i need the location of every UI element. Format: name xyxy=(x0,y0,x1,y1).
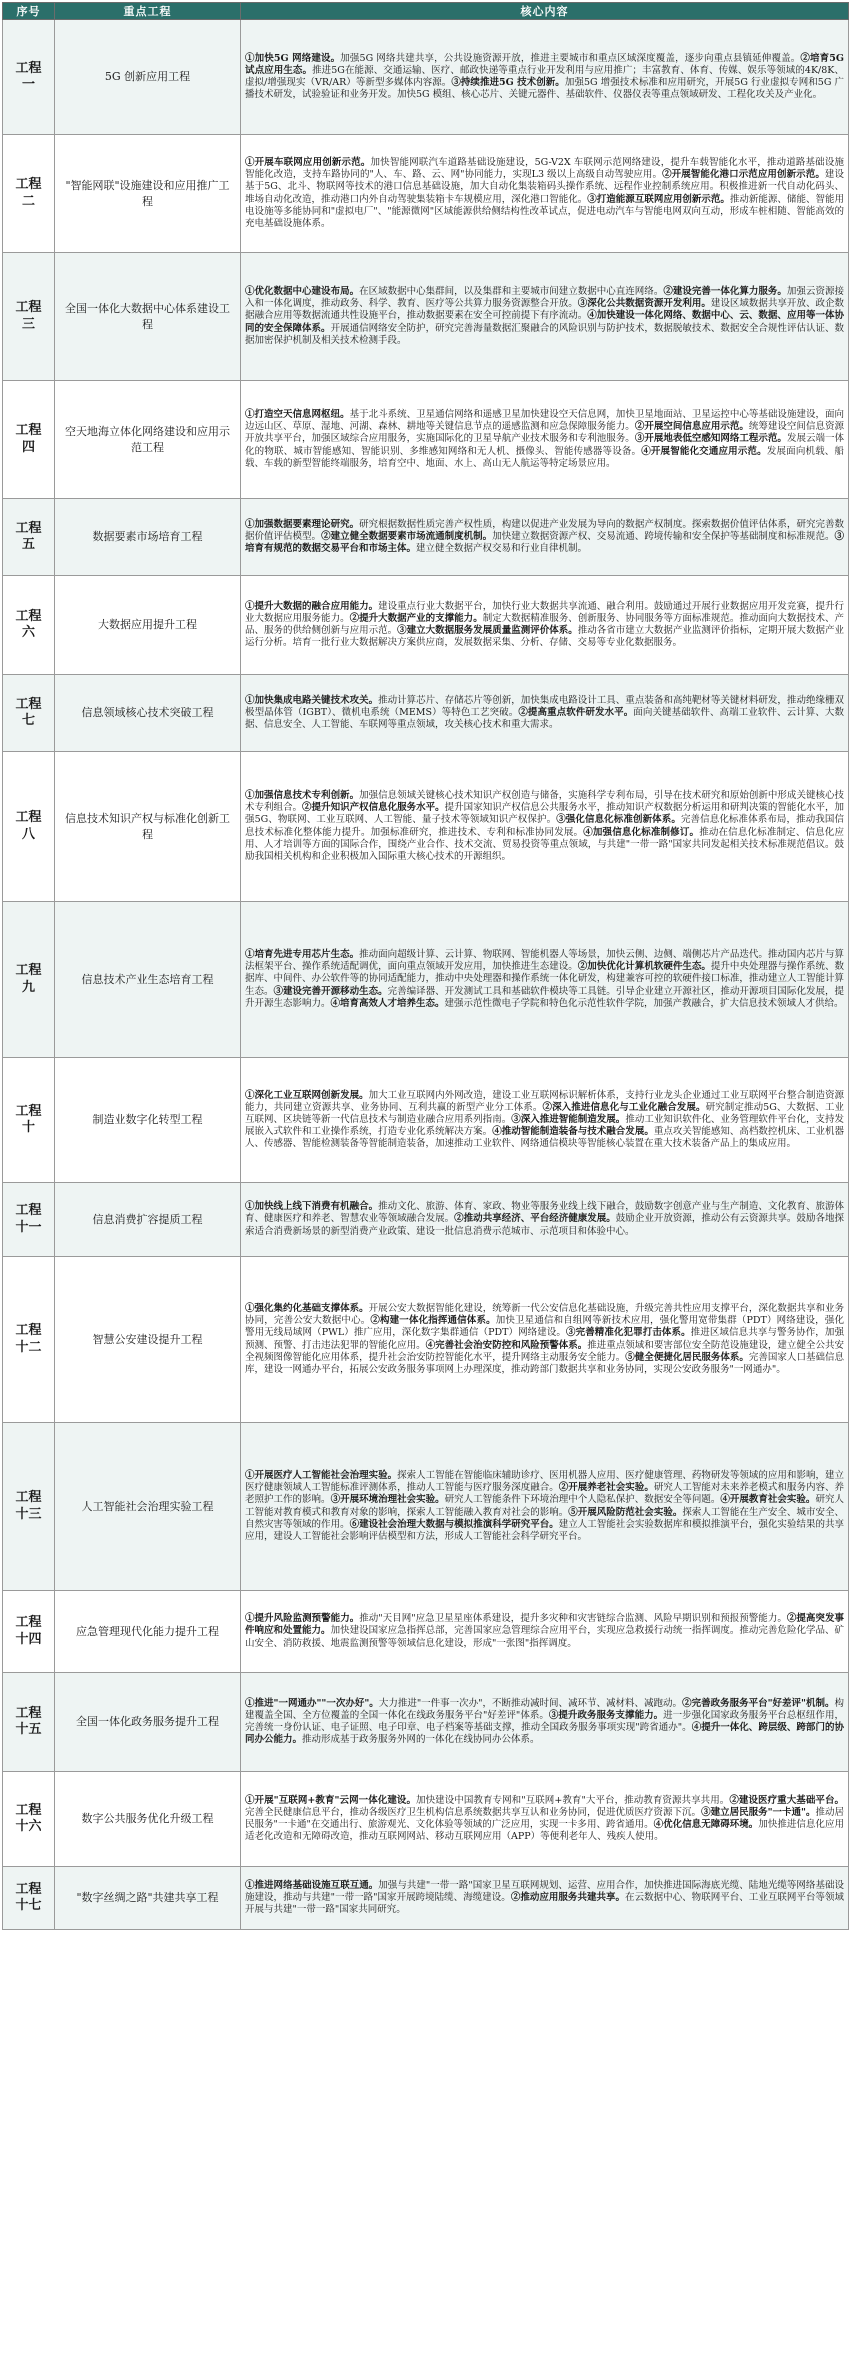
header-col-number: 序号 xyxy=(3,3,55,20)
project-content xyxy=(241,902,849,1058)
content-heading: ④提升一体化、跨层级、跨部门的协同办公能力。 xyxy=(245,1722,844,1746)
content-text: 加快建立数据资源产权、交易流通、跨境传输和安全保护等基础制度和标准规范。 xyxy=(492,530,835,542)
content-text: 面向关键基础软件、高端工业软件、云计算、大数据、信息安全、人工智能、车联网等重点领域，攻关核心技术和重大需求。 xyxy=(245,706,844,731)
content-text: 建立健全数据产权交易和行业自律机制。 xyxy=(416,543,588,555)
content-heading: ④培育高效人才培养生态。 xyxy=(330,997,445,1009)
project-number: 工程六 xyxy=(15,608,42,640)
content-text: 研究人工智能对教育模式和教育对象的影响，探索人工智能融入教育对社会的影响。 xyxy=(245,1494,844,1518)
content-heading: ①强化集约化基础支撑体系。 xyxy=(245,1303,369,1315)
content-text: 探索人工智能在生产安全、城市安全、自然灾害等领域的作用。 xyxy=(245,1506,844,1530)
content-text: 推动面向超级计算、云计算、物联网、智能机器人等场景，加快云侧、边侧、端侧芯片产品迭代。推动国内芯片与算法框架平台、操作系统适配调优，面向重点领域开发应用，加快推进生态建设。 xyxy=(245,949,844,973)
content-text: 建立人工智能社会实验数据库和模拟推演平台，强化实验结果的共享应用，建设人工智能社会影响评估模型和方法，形成人工智能社会科学研究平台。 xyxy=(245,1518,844,1542)
content-text: 提升国家知识产权信息公共服务水平，推动知识产权数据分析运用和研判决策的智能化水平，加强5G、物联网、工业互联网、人工智能、量子技术等领域知识产权保护。 xyxy=(245,802,844,826)
project-content xyxy=(241,135,849,253)
content-text: 在区域数据中心集群间，以及集群和主要城市间建立数据中心直连网络。 xyxy=(359,286,664,298)
project-number-cell xyxy=(3,1867,55,1930)
project-number-cell xyxy=(3,381,55,499)
project-number-cell xyxy=(3,1772,55,1867)
content-text: 基于北斗系统、卫星通信网络和遥感卫星加快建设空天信息网，加快卫星地面站、卫星运控中心等基础设施建设，面向边远山区、草原、湿地、河湖、森林、耕地等关键信息节点的遥感监测和应急保障服务能力。 xyxy=(245,409,844,433)
content-text: 研究制定推动5G、大数据、工业互联网、区块链等新一代信息技术与制造业融合应用系列指南。 xyxy=(245,1101,844,1125)
project-number: 工程十七 xyxy=(15,1881,42,1913)
content-heading: ③建设完善开源移动生态。 xyxy=(273,985,388,997)
content-heading: ⑤开展风险防范社会实验。 xyxy=(568,1506,683,1518)
table-header-row xyxy=(3,3,849,20)
table-row xyxy=(3,1058,849,1183)
content-text: 构建覆盖全国、全方位覆盖的全国一体化在线政务服务平台"好差评"体系。 xyxy=(245,1697,844,1721)
project-number: 工程十二 xyxy=(15,1323,42,1355)
content-text: 推进重点领域和要害部位安全防范设施建设，建立健全公共安全视频图像智能化应用体系，提升社会治安防控智能化水平，提升网络主动服务安全能力。 xyxy=(245,1339,844,1363)
content-text: 研究根据数据性质完善产权性质，构建以促进产业发展为导向的数据产权制度。探索数据价值评估体系，研究完善数据价值评估模型。 xyxy=(245,518,844,542)
project-content xyxy=(241,752,849,902)
project-number: 工程十六 xyxy=(15,1802,42,1834)
table-row xyxy=(3,135,849,253)
content-heading: ②开展智能化港口示范应用创新示范。 xyxy=(662,169,825,181)
content-heading: ②深入推进信息化与工业化融合发展。 xyxy=(542,1101,706,1113)
content-heading: ④推动智能制造装备与技术融合发展。 xyxy=(492,1126,654,1138)
project-number: 工程一 xyxy=(15,60,42,92)
content-text: 加强5G 增强技术标准和应用研究，开展5G 行业虚拟专网和5G 广播技术研发，试验验证和业务开发。加快5G 模组、核心芯片、关键元器件、基础软件、仪器仪表等重点领域研发、工程化攻关及产业化。 xyxy=(245,77,844,101)
content-text: 鼓励企业开放资源，推动公有云资源共享。鼓励各地探索适合消费新场景的新型消费产业政策、建设一批信息消费示范城市、示范项目和体验中心。 xyxy=(245,1213,844,1237)
content-text: 重点攻关智能感知、高档数控机床、工业机器人、传感器、智能检测装备等智能制造装备，加速推动工业软件、网络通信模块等智能核心装置在重大技术装备产品上的集成应用。 xyxy=(245,1126,844,1150)
table-row xyxy=(3,1257,849,1423)
content-heading: ②提高重点软件研发水平。 xyxy=(518,706,634,718)
content-heading: ①加强数据要素理论研究。 xyxy=(245,518,360,530)
project-number-cell xyxy=(3,902,55,1058)
content-heading: ②建设医疗重大基础平台。 xyxy=(729,1794,845,1806)
project-number: 工程九 xyxy=(15,963,42,995)
content-text: 加快建设国家应急指挥总部，完善国家应急管理综合应用平台，实现应急救援行动统一指挥调度。推动完善危险化学品、矿山安全、消防救援、地震监测预警等领域信息化建设，形成"一张图"指挥调度。 xyxy=(245,1625,844,1649)
content-heading: ⑥建设社会治理大数据与模拟推演科学研究平台。 xyxy=(349,1518,559,1530)
content-text: 提升中央处理器与操作系统、数据库、中间件、办公软件等的协同适配能力，推动中央处理器和操作系统一体化研发，构建兼容可控的软硬件接口标准，推动建立人工智能计算生态。 xyxy=(245,961,844,997)
content-heading: ①优化数据中心建设布局。 xyxy=(245,286,360,298)
content-heading: ①培育先进专用芯片生态。 xyxy=(245,949,360,961)
table-row xyxy=(3,1183,849,1257)
project-content xyxy=(241,1423,849,1591)
content-text: 建设区域数据共享开放、政企数据融合应用等数据流通共性设施平台，推动数据要素在安全可控前提下有序流动。 xyxy=(245,298,844,322)
content-text: 推进区域信息共享与警务协作，加强预测、预警、打击违法犯罪的智能化应用。 xyxy=(245,1327,844,1351)
project-content xyxy=(241,675,849,752)
content-text: 研究人工智能对未来养老模式和服务内容、养老照护工作的影响。 xyxy=(245,1482,844,1506)
content-heading: ①推进"一网通办""一次办好"。 xyxy=(245,1697,379,1709)
content-heading: ③开展地表低空感知网络工程示范。 xyxy=(634,433,787,445)
content-text: 推动新能源、储能、智能用电设施等多能协同和"虚拟电厂"、"能源微网"区域能源供给侧结构性改革试点，促进电动汽车与智能电网双向互动，形成车桩相随、智能高效的充电基础设施体系。 xyxy=(245,193,844,229)
content-heading: ①打造空天信息网枢纽。 xyxy=(245,409,350,421)
project-name: 信息技术知识产权与标准化创新工程 xyxy=(55,752,241,902)
project-number: 工程十五 xyxy=(15,1705,42,1737)
content-heading: ④加快建设一体化网络、数据中心、云、数据、应用等一体协同的安全保障体系。 xyxy=(245,310,844,334)
content-heading: ③建立居民服务"一卡通"。 xyxy=(701,1806,816,1818)
content-heading: ③持续推进5G 技术创新。 xyxy=(451,77,565,88)
project-number: 工程十四 xyxy=(15,1615,42,1647)
content-text: 完善国家人口基础信息库，建设一网通办平台，拓展公安政务服务事项网上办理深度，推动跨部门数据共享和业务协同，实现公安政务服务"一网通办"。 xyxy=(245,1351,844,1375)
table-row xyxy=(3,576,849,675)
content-text: 进一步强化国家政务服务平台总枢纽作用，完善统一身份认证、电子证照、电子印章、电子档案等基础支撑，推动全国政务服务事项实现"跨省通办"。 xyxy=(245,1709,844,1733)
table-row xyxy=(3,381,849,499)
content-heading: ②建设完善一体化算力服务。 xyxy=(663,286,787,298)
content-heading: ②提升大数据产业的支撑能力。 xyxy=(349,612,483,624)
content-text: 完善信息化标准体系布局，推动我国信息技术标准化整体能力提升。加强标准研究，推进技术、专利和标准协同发展。 xyxy=(245,814,844,838)
project-number-cell xyxy=(3,576,55,675)
header-col-project: 重点工程 xyxy=(55,3,241,20)
project-content xyxy=(241,253,849,381)
table-row xyxy=(3,1591,849,1673)
content-text: 开展公安大数据智能化建设，统筹新一代公安信息化基础设施，升级完善共性应用支撑平台，深化数据共享和业务协同，完善公安大数据中心。 xyxy=(245,1303,844,1327)
project-name: 智慧公安建设提升工程 xyxy=(55,1257,241,1423)
table-row xyxy=(3,20,849,135)
content-text: 完善全民健康信息平台，推动各级医疗卫生机构信息系统数据共享互认和业务协同，促进优质医疗资源下沉。 xyxy=(245,1806,702,1818)
content-heading: ③提升政务服务支撑能力。 xyxy=(548,1709,664,1721)
content-text: 开展通信网络安全防护，研究完善海量数据汇聚融合的风险识别与防护技术，数据脱敏技术、数据安全合规性评估认证、数据加密保护机制及相关技术检测手段。 xyxy=(245,322,844,346)
content-heading: ②推动应用服务共建共享。 xyxy=(510,1891,626,1903)
content-text: 推动"天目网"应急卫星星座体系建设，提升多灾种和灾害链综合监测、风险早期识别和预报预警能力。 xyxy=(359,1613,787,1625)
content-text: 制定大数据精准服务、创新服务、协同服务等方面标准规范。推动面向大数据技术、产品、服务的供给侧创新与应用示范。 xyxy=(245,612,844,636)
project-name: 应急管理现代化能力提升工程 xyxy=(55,1591,241,1673)
content-heading: ②开展养老社会实验。 xyxy=(558,1482,654,1494)
table-row xyxy=(3,1423,849,1591)
project-name: 全国一体化大数据中心体系建设工程 xyxy=(55,253,241,381)
project-name: 空天地海立体化网络建设和应用示范工程 xyxy=(55,381,241,499)
content-heading: ②加快优化计算机软硬件生态。 xyxy=(577,961,711,973)
project-number: 工程七 xyxy=(15,696,42,728)
content-text: 完善编译器、开发测试工具和基础软件模块等工具链。引导企业建立开源社区，推动开源项目国际化发展，提升开源生态影响力。 xyxy=(245,985,844,1009)
content-heading: ①深化工业互联网创新发展。 xyxy=(245,1089,369,1101)
content-text: 加快卫星通信和自组网等新技术应用，强化警用宽带集群（PDT）网络建设，强化警用无线局域网（PWL）推广应用，深化数字集群通信（PDT）网络建设。 xyxy=(245,1315,844,1339)
table-row xyxy=(3,1772,849,1867)
content-heading: ②完善政务服务平台"好差评"机制。 xyxy=(682,1697,835,1709)
project-content xyxy=(241,381,849,499)
project-name: 人工智能社会治理实验工程 xyxy=(55,1423,241,1591)
content-heading: ①开展车联网应用创新示范。 xyxy=(245,157,371,169)
project-content xyxy=(241,1183,849,1257)
project-content xyxy=(241,1867,849,1930)
content-text: 推动在信息化标准制定、信息化应用、人才培训等方面的国际合作，围绕产业合作、技术交流、贸易投资等重点领域，与共建"一带一路"国家共同发起相关技术标准规范倡议。鼓励我国相关机构和企业积极加入国际重大核心技术的开源组织。 xyxy=(245,826,844,862)
project-content xyxy=(241,1673,849,1772)
project-name: 数字公共服务优化升级工程 xyxy=(55,1772,241,1867)
project-number-cell xyxy=(3,1058,55,1183)
content-heading: ④开展智能化交通应用示范。 xyxy=(641,445,767,457)
content-heading: ①加快集成电路关键技术攻关。 xyxy=(245,694,379,706)
project-content xyxy=(241,499,849,576)
content-text: 建强示范性微电子学院和特色化示范性软件学院，加强产教融合，扩大信息技术领域人才供给。 xyxy=(444,997,844,1009)
content-text: 大力推进"一件事一次办"，不断推动减时间、减环节、减材料、减跑动。 xyxy=(378,1697,683,1709)
content-text: 推动各省市建立大数据产业监测评价指标，定期开展大数据产业运行分析。培育一批行业大数据解决方案供应商，发展数据采集、分析、存储、交易等专业化数据服务。 xyxy=(245,625,844,649)
project-name: "数字丝绸之路"共建共享工程 xyxy=(55,1867,241,1930)
content-heading: ⑤健全便捷化居民服务体系。 xyxy=(625,1351,749,1363)
content-heading: ④优化信息无障碍环境。 xyxy=(653,1819,759,1830)
content-text: 统筹建设空间信息资源开放共享平台，加强区域综合应用服务，实施国际化的卫星导航产业技术服务和专利池服务。 xyxy=(245,421,844,445)
content-text: 推动计算芯片、存储芯片等创新，加快集成电路设计工具、重点装备和高纯靶材等关键材料研发，推动绝缘栅双极型晶体管（IGBT）、微机电系统（MEMS）等特色工艺突破。 xyxy=(245,694,844,718)
content-heading: ①推进网络基础设施互联互通。 xyxy=(245,1879,379,1891)
content-heading: ①加快线上线下消费有机融合。 xyxy=(245,1201,379,1213)
table-row xyxy=(3,1867,849,1930)
content-text: 加强5G 网络共建共享，公共设施资源开放，推进主要城市和重点区域深度覆盖，逐步向重点县镇延伸覆盖。 xyxy=(340,52,801,64)
content-heading: ③强化信息化标准创新体系。 xyxy=(556,814,681,826)
project-name: 信息领域核心技术突破工程 xyxy=(55,675,241,752)
content-heading: ③建立大数据服务发展质量监测评价体系。 xyxy=(397,625,578,636)
content-heading: ③打造能源互联网应用创新示范。 xyxy=(587,193,730,205)
content-text: 在云数据中心、物联网平台、工业互联网平台等领域开展与共建"一带一路"国家共同研究。 xyxy=(245,1891,844,1916)
content-heading: ③培育有规范的数据交易平台和市场主体。 xyxy=(245,530,844,555)
content-text: 研究人工智能条件下环境治理中个人隐私保护、数据安全等问题。 xyxy=(444,1494,721,1506)
content-text: 加大工业互联网内外网改造，建设工业互联网标识解析体系，支持行业龙头企业通过工业互联网平台整合制造资源能力，共同建立资源共享、业务协同、互利共赢的新型产业分工体系。 xyxy=(245,1089,844,1113)
project-number-cell xyxy=(3,1183,55,1257)
content-text: 建设重点行业大数据平台，加快行业大数据共享流通、融合利用。鼓励通过开展行业数据应用开发竞赛，提升行业大数据应用服务能力。 xyxy=(245,600,844,624)
content-heading: ①开展医疗人工智能社会治理实验。 xyxy=(245,1470,398,1482)
project-number-cell xyxy=(3,1257,55,1423)
content-text: 推进5G在能源、交通运输、医疗、邮政快递等重点行业开发利用与应用推广；丰富教育、体育、传媒、娱乐等领域的4K/8K、虚拟/增强现实（VR/AR）等新型多媒体内容源。 xyxy=(245,64,844,88)
project-number-cell xyxy=(3,752,55,902)
project-content xyxy=(241,1591,849,1673)
project-number: 工程二 xyxy=(15,177,42,209)
project-name: "智能网联"设施建设和应用推广工程 xyxy=(55,135,241,253)
content-text: 加强信息领域关键核心技术知识产权创造与储备，实施科学专利布局，引导在技术研究和原始创新中形成关键核心技术专利组合。 xyxy=(245,790,844,814)
project-content xyxy=(241,576,849,675)
project-name: 信息消费扩容提质工程 xyxy=(55,1183,241,1257)
project-name: 全国一体化政务服务提升工程 xyxy=(55,1673,241,1772)
project-number-cell xyxy=(3,675,55,752)
project-number-cell xyxy=(3,499,55,576)
table-row xyxy=(3,1673,849,1772)
key-projects-table xyxy=(2,2,849,1930)
table-row xyxy=(3,902,849,1058)
project-number: 工程四 xyxy=(15,423,42,455)
content-heading: ②开展空间信息应用示范。 xyxy=(634,421,749,433)
content-text: 推动工业知识软件化、业务管理软件平台化，支持发展嵌入式软件和工业操作系统，打造专业化系统解决方案。 xyxy=(245,1113,844,1138)
content-heading: ②建立健全数据要素市场流通制度机制。 xyxy=(321,530,493,542)
project-number: 工程五 xyxy=(15,520,42,552)
header-col-content: 核心内容 xyxy=(241,3,849,20)
content-heading: ①提升风险监测预警能力。 xyxy=(245,1613,360,1625)
project-number-cell xyxy=(3,1673,55,1772)
table-row xyxy=(3,253,849,381)
content-text: 加快建设中国教育专网和"互联网+教育"大平台，推动教育资源共享共用。 xyxy=(416,1794,730,1806)
project-number-cell xyxy=(3,20,55,135)
content-text: 加快推进信息化应用适老化改造和无障碍改造，推动互联网网站、移动互联网应用（APP）等便利老年人、残疾人使用。 xyxy=(245,1819,844,1843)
project-content xyxy=(241,1257,849,1423)
content-text: 探索人工智能在智能临床辅助诊疗、医用机器人应用、医疗健康管理、药物研发等领域的应用和影响，建立医疗健康领域人工智能标准评测体系，推动人工智能与医疗服务深度融合。 xyxy=(245,1470,844,1494)
content-heading: ④完善社会治安防控和风险预警体系。 xyxy=(425,1339,588,1351)
project-number: 工程三 xyxy=(15,300,42,332)
project-number-cell xyxy=(3,135,55,253)
content-text: 加快智能网联汽车道路基础设施建设，5G-V2X 车联网示范网络建设，提升车载智能化水平，推动道路基础设施智能化改造，支持车路协同的"人、车、路、云、网"协同能力，实现L3 级以上高级自动驾驶应用。 xyxy=(245,157,844,181)
project-number: 工程十 xyxy=(15,1103,42,1135)
content-heading: ②提高突发事件响应和处置能力。 xyxy=(245,1613,844,1637)
content-heading: ②提升知识产权信息化服务水平。 xyxy=(302,802,445,814)
project-number: 工程八 xyxy=(15,810,42,842)
project-number-cell xyxy=(3,1591,55,1673)
project-name: 5G 创新应用工程 xyxy=(55,20,241,135)
content-heading: ①开展"互联网+教育"云网一体化建设。 xyxy=(245,1794,417,1806)
project-number: 工程十一 xyxy=(15,1203,42,1235)
content-heading: ③完善精准化犯罪打击体系。 xyxy=(566,1327,691,1339)
content-text: 加强云资源接入和一体化调度，推动政务、科学、教育、医疗等公共算力服务资源整合开放。 xyxy=(245,286,844,310)
content-text: 发展云端一体化的物联、城市智能感知、智能识别、多维感知网络和无人机、摄像头、智能传感器等设备。 xyxy=(245,433,844,457)
content-heading: ③开展环境治理社会实验。 xyxy=(330,1494,445,1506)
project-number-cell xyxy=(3,253,55,381)
content-text: 建设基于5G、北斗、物联网等技术的港口信息基础设施，加大自动化集装箱码头操作系统、远程作业控制系统应用。积极推进新一代自动化码头、堆场自动化改造，推动港口内外自动驾驶集装箱卡车规模应用，深化港口智能化。 xyxy=(245,169,844,205)
content-heading: ①提升大数据的融合应用能力。 xyxy=(245,600,379,612)
content-text: 推动文化、旅游、体育、家政、物业等服务业线上线下融合，鼓励数字创意产业与生产制造、文化教育、旅游体育、健康医疗和养老、智慧农业等领域融合发展。 xyxy=(245,1201,844,1225)
content-heading: ②推动共享经济、平台经济健康发展。 xyxy=(454,1213,616,1225)
project-number: 工程十三 xyxy=(15,1490,42,1522)
content-heading: ②培育5G 试点应用生态。 xyxy=(245,52,844,76)
project-name: 大数据应用提升工程 xyxy=(55,576,241,675)
content-heading: ④加强信息化标准制修订。 xyxy=(583,826,700,838)
project-content xyxy=(241,20,849,135)
content-text: 发展面向机载、船载、车载的新型智能终端服务，培育空中、地面、水上、高山无人航运等特定场景应用。 xyxy=(245,445,844,469)
project-content xyxy=(241,1058,849,1183)
content-heading: ②构建一体化指挥通信体系。 xyxy=(370,1315,496,1327)
content-heading: ①加强信息技术专利创新。 xyxy=(245,790,360,802)
table-row xyxy=(3,499,849,576)
project-name: 制造业数字化转型工程 xyxy=(55,1058,241,1183)
project-name: 信息技术产业生态培育工程 xyxy=(55,902,241,1058)
content-heading: ④开展教育社会实验。 xyxy=(720,1494,816,1506)
project-content xyxy=(241,1772,849,1867)
project-number-cell xyxy=(3,1423,55,1591)
table-row xyxy=(3,675,849,752)
content-text: 推动居民服务"一卡通"在交通出行、旅游观光、文化体验等领域的广泛应用，实现一卡多用、跨省通用。 xyxy=(245,1806,844,1830)
content-text: 加强与共建"一带一路"国家卫星互联网规划、运营、应用合作，加快推进国际海底光缆、陆地光缆等网络基础设施建设，推动与共建"一带一路"国家开展跨境陆缆、海缆建设。 xyxy=(245,1879,844,1903)
table-row xyxy=(3,752,849,902)
content-heading: ①加快5G 网络建设。 xyxy=(245,52,341,64)
project-name: 数据要素市场培育工程 xyxy=(55,499,241,576)
content-heading: ③深入推进智能制造发展。 xyxy=(511,1113,626,1125)
content-heading: ③深化公共数据资源开发利用。 xyxy=(577,298,711,310)
content-text: 推动形成基于政务服务外网的一体化在线协同办公体系。 xyxy=(302,1734,540,1746)
